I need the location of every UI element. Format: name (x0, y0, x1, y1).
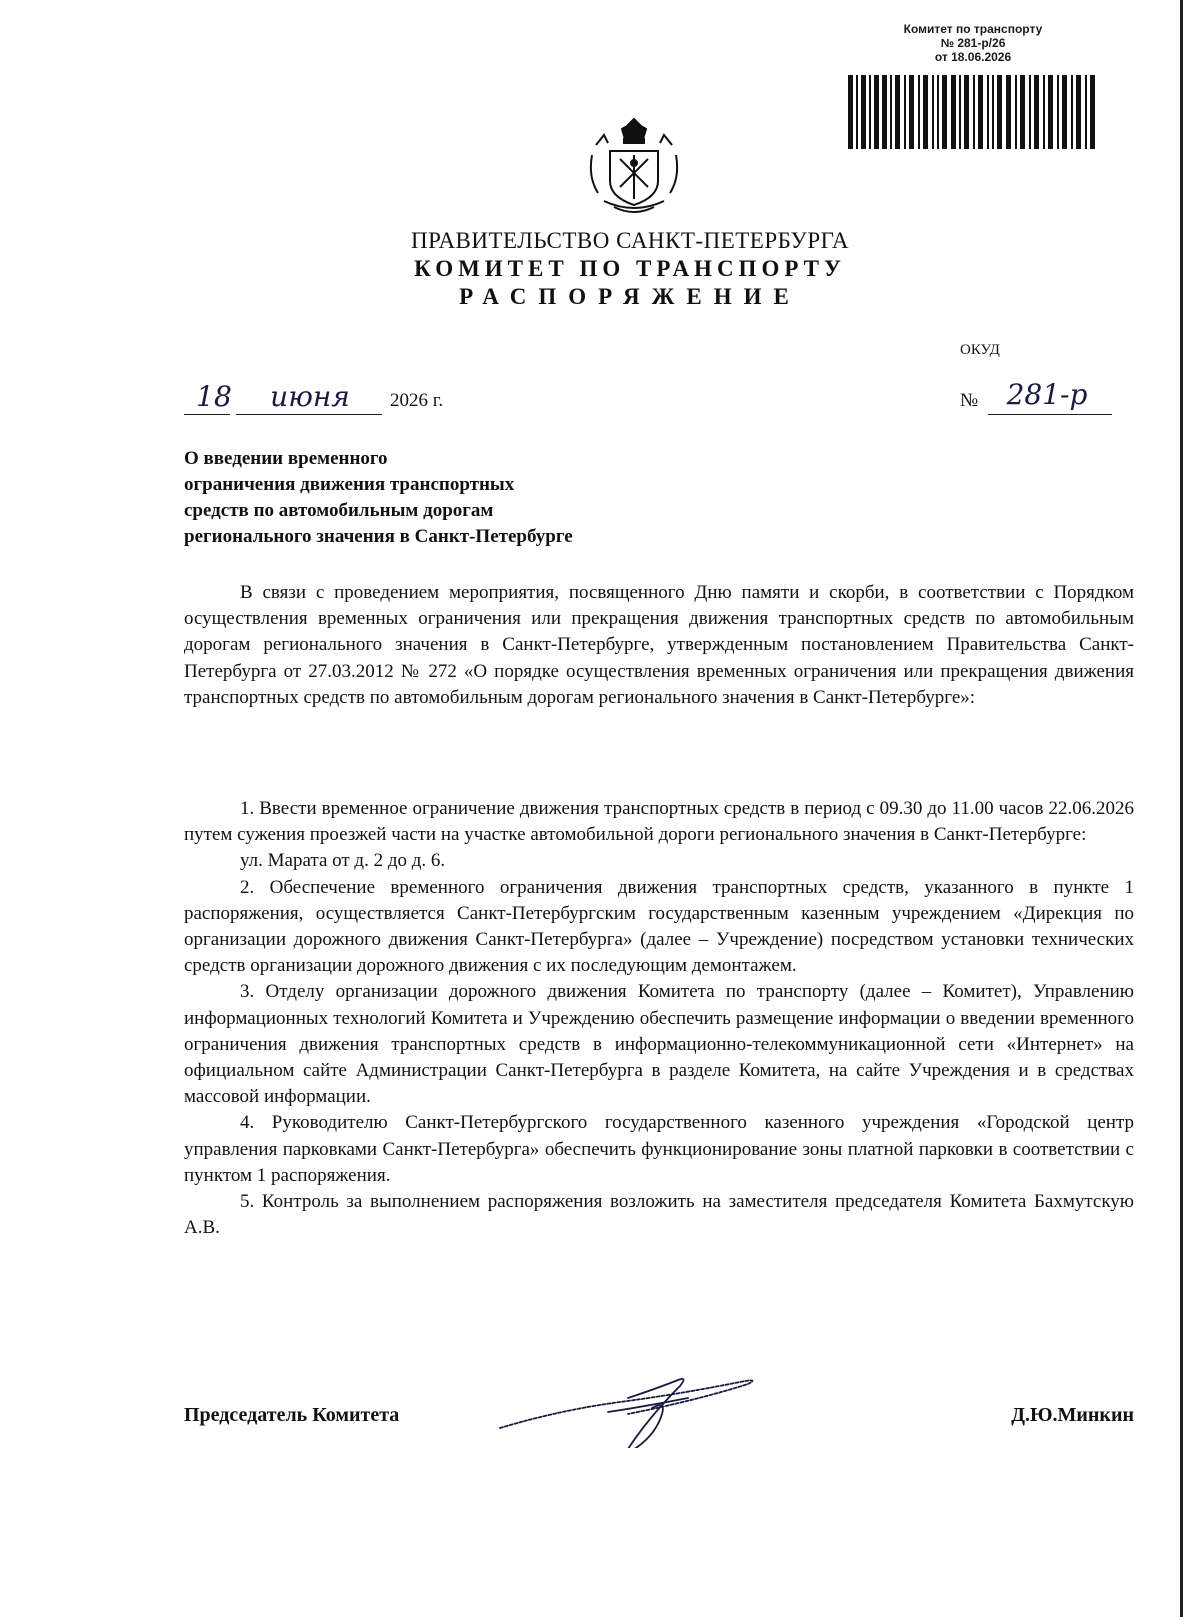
subject-line: ограничения движения транспортных (184, 474, 515, 495)
order-item-5: 5. Контроль за выполнением распоряжения возложить на заместителя председателя Комитета Бахмутскую А.В. (184, 1191, 1134, 1239)
government-heading: ПРАВИТЕЛЬСТВО САНКТ-ПЕТЕРБУРГА (410, 228, 850, 253)
signatory-title: Председатель Комитета (184, 1404, 400, 1426)
signature-block (184, 1404, 1134, 1444)
order-item-4: 4. Руководителю Санкт-Петербургского государственного казенного учреждения «Городской центр управления парковками Санкт-Петербурга» обеспечить функционирование зоны платной парковки в соответствии с пунктом 1 распоряжения. (184, 1112, 1134, 1186)
okud-label: ОКУД (960, 342, 1000, 358)
date-month: июня (270, 380, 350, 413)
committee-heading: КОМИТЕТ ПО ТРАНСПОРТУ (414, 256, 846, 281)
preamble-section (184, 580, 1134, 711)
order-item-1-street: ул. Марата от д. 2 до д. 6. (240, 850, 446, 872)
subject-line: О введении временного (184, 448, 388, 469)
date-number-row (184, 378, 1114, 420)
stamp-line-3: от 18.06.2026 (934, 50, 1012, 64)
preamble-text: В связи с проведением мероприятия, посвященного Дню памяти и скорби, в соответствии с Порядком осуществления временных ограничения или прекращения движения транспортных средств по автомобильным дорогам регионального значения в Санкт-Петербурге, утвержденным постановлением Правительства Санкт-Петербурга от 27.03.2012 № 272 «О порядке осуществления временных ограничения или прекращения движения транспортных средств по автомобильным дорогам регионального значения в Санкт-Петербурге»: (184, 582, 1134, 708)
document-subject (184, 446, 744, 550)
date-month-underline (236, 414, 382, 415)
date-year: 2026 г. (390, 390, 444, 411)
document-type-heading: РАСПОРЯЖЕНИЕ (459, 284, 801, 309)
order-item-1: 1. Ввести временное ограничение движения транспортных средств в период с 09.30 до 11.00 часов 22.06.2026 путем сужения проезжей части на участке автомобильной дороги регионального значения в Санкт-Петербурге: (184, 798, 1134, 846)
registration-stamp (848, 22, 1098, 64)
date-day: 18 (196, 380, 232, 413)
spb-coat-of-arms-icon (584, 115, 684, 220)
order-item-2: 2. Обеспечение временного ограничения движения транспортных средств, указанного в пункте 1 распоряжения, осуществляется Санкт-Петербургским государственным казенным учреждением «Дирекция по организации дорожного движения Санкт-Петербурга» (далее – Учреждение) посредством установки технических средств организации дорожного движения с их последующим демонтажем. (184, 876, 1134, 977)
number-sign: № (960, 390, 979, 411)
barcode-icon (848, 75, 1098, 155)
scan-edge-line (1180, 0, 1183, 1617)
order-item-3: 3. Отделу организации дорожного движения Комитета по транспорту (далее – Комитет), Управлению информационных технологий Комитета и Учреждению обеспечить размещение информации о введении временного ограничения движения транспортных средств в информационно-телекоммуникационной сети «Интернет» на официальном сайте Администрации Санкт-Петербурга в разделе Комитета, на сайте Учреждения и в средствах массовой информации. (184, 981, 1134, 1108)
document-number-underline (988, 414, 1112, 415)
subject-line: средств по автомобильным дорогам (184, 500, 494, 521)
subject-line: регионального значения в Санкт-Петербурге (184, 526, 573, 547)
order-items (184, 796, 1134, 1241)
date-day-underline (184, 414, 230, 415)
stamp-line-1: Комитет по транспорту (903, 22, 1043, 36)
signatory-name: Д.Ю.Минкин (1011, 1404, 1134, 1426)
document-number: 281-р (1006, 378, 1088, 411)
stamp-line-2: № 281-р/26 (940, 36, 1006, 50)
